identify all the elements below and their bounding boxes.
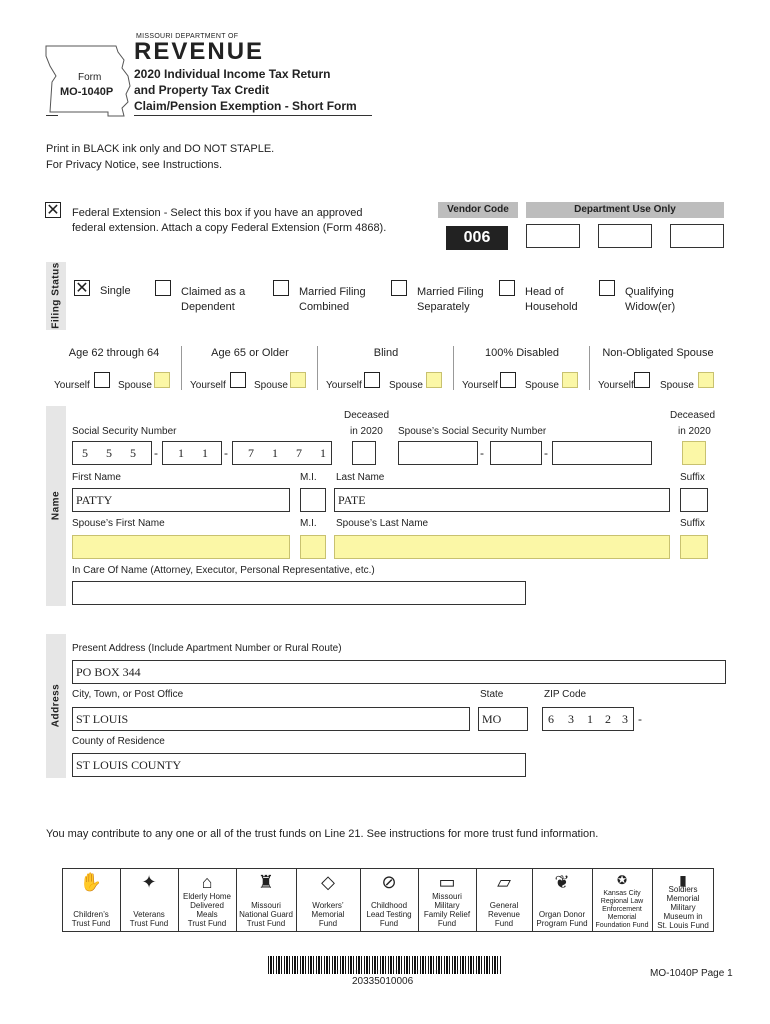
- missouri-icon: ▱: [497, 872, 511, 892]
- disabled-header: 100% Disabled: [485, 347, 559, 359]
- deceased-checkbox[interactable]: [352, 441, 376, 465]
- spouse-ssn-group-2[interactable]: [490, 441, 542, 465]
- city-value: ST LOUIS: [76, 712, 129, 726]
- fund-soldiers-l2: Memorial Military: [666, 894, 700, 912]
- head-household-label-1: Head of: [525, 286, 564, 298]
- spouse-first-field[interactable]: [72, 535, 290, 559]
- lead-icon: ⊘: [381, 872, 397, 892]
- dependent-label: [181, 285, 245, 315]
- dept-use-box-3: [670, 224, 724, 248]
- form-label: Form: [78, 72, 102, 83]
- zip-digit-1: 6: [548, 712, 554, 726]
- married-separately-checkbox[interactable]: [391, 280, 407, 296]
- ssn-label: Social Security Number: [72, 426, 177, 437]
- ssn-digit-5: 1: [202, 446, 208, 460]
- fund-guard: [236, 868, 297, 932]
- non-obligated-header: Non-Obligated Spouse: [602, 347, 714, 359]
- trust-intro: You may contribute to any one or all of the trust funds on Line 21. See instructions for more trust fund information.: [46, 828, 599, 840]
- single-checkbox[interactable]: [74, 280, 90, 296]
- fund-soldiers: [652, 868, 714, 932]
- form-title: [134, 66, 357, 114]
- title-line-3: Claim/Pension Exemption - Short Form: [134, 99, 357, 113]
- age62-yourself-label: Yourself: [54, 380, 90, 391]
- last-name-label: Last Name: [336, 472, 385, 483]
- fund-lead-l2: Lead Testing: [366, 910, 412, 919]
- address-side: Address: [46, 634, 66, 778]
- spouse-last-label: Spouse’s Last Name: [336, 518, 429, 529]
- fund-childrens-l1: Children’s: [73, 910, 109, 919]
- age62-spouse-label: Spouse: [118, 380, 152, 391]
- title-line-1: 2020 Individual Income Tax Return: [134, 67, 331, 81]
- state-label: State: [480, 689, 504, 700]
- dept-use-box-2: [598, 224, 652, 248]
- suffix-label: Suffix: [680, 472, 705, 483]
- age65-yourself-checkbox[interactable]: [230, 372, 246, 388]
- eagle-icon: ✦: [141, 872, 157, 892]
- ssn-digit-1: 5: [82, 446, 88, 460]
- name-side: Name: [46, 406, 66, 606]
- fund-workers-l2: Memorial: [311, 910, 345, 919]
- dependent-label-2: Dependent: [181, 301, 235, 313]
- check-x-icon: ✕: [75, 278, 89, 297]
- spouse-ssn-dash-1: -: [480, 446, 484, 460]
- fund-general: [476, 868, 533, 932]
- dependent-checkbox[interactable]: [155, 280, 171, 296]
- dogtag-icon: ▭: [438, 872, 456, 892]
- age65-spouse-label: Spouse: [254, 380, 288, 391]
- suffix-field[interactable]: [680, 488, 708, 512]
- spouse-ssn-group-3[interactable]: [552, 441, 652, 465]
- fund-guard-l1: Missouri: [251, 901, 281, 910]
- fund-organ: [532, 868, 593, 932]
- disabled-yourself-label: Yourself: [462, 380, 498, 391]
- fund-guard-l3: Trust Fund: [246, 919, 286, 928]
- fund-soldiers-l1: Soldiers: [668, 885, 698, 894]
- ssn-dash-1: -: [154, 446, 158, 460]
- age65-header: Age 65 or Older: [211, 347, 289, 359]
- ssn-digit-2: 5: [106, 446, 112, 460]
- fund-elderly-l1: Elderly Home: [182, 892, 231, 901]
- deceased-year: in 2020: [350, 426, 383, 437]
- nonob-spouse-checkbox[interactable]: [698, 372, 714, 388]
- present-address-label: Present Address (Include Apartment Number or Rural Route): [72, 643, 342, 654]
- nonob-yourself-label: Yourself: [598, 380, 634, 391]
- ssn-digit-3: 5: [130, 446, 136, 460]
- mi-field[interactable]: [300, 488, 326, 512]
- married-separately-label: [417, 285, 484, 315]
- care-of-field[interactable]: [72, 581, 526, 605]
- vendor-code-label: Vendor Code: [438, 202, 518, 218]
- fund-military-family-l3: Fund: [437, 919, 457, 928]
- married-combined-label-1: Married Filing: [299, 286, 366, 298]
- fund-organ-l2: Program Fund: [536, 919, 588, 928]
- fund-kc-law-l4: Foundation Fund: [595, 922, 649, 929]
- ssn-group-2[interactable]: [162, 441, 222, 465]
- disabled-yourself-checkbox[interactable]: [500, 372, 516, 388]
- spouse-deceased-year: in 2020: [678, 426, 711, 437]
- state-value: MO: [482, 712, 502, 726]
- instruction-2: For Privacy Notice, see Instructions.: [46, 159, 223, 171]
- county-value: ST LOUIS COUNTY: [76, 758, 182, 772]
- title-underline: [134, 115, 372, 116]
- revenue-logo: REVENUE: [134, 38, 265, 65]
- spouse-ssn-label: Spouse’s Social Security Number: [398, 426, 547, 437]
- age62-spouse-checkbox[interactable]: [154, 372, 170, 388]
- fund-military-family-l2: Family Relief: [423, 910, 471, 919]
- spouse-ssn-dash-2: -: [544, 446, 548, 460]
- zip-label: ZIP Code: [544, 689, 587, 700]
- widow-checkbox[interactable]: [599, 280, 615, 296]
- married-combined-checkbox[interactable]: [273, 280, 289, 296]
- fund-veterans: [120, 868, 179, 932]
- fund-veterans-l2: Trust Fund: [129, 919, 169, 928]
- single-label: Single: [100, 285, 131, 297]
- badge-icon: ✪: [616, 873, 628, 887]
- fund-kc-law-l3: Memorial: [607, 914, 637, 921]
- first-name-value: PATTY: [76, 493, 113, 507]
- ssn-digit-7: 1: [272, 446, 278, 460]
- fund-general-l3: Fund: [494, 919, 514, 928]
- hands-icon: ✋: [79, 872, 103, 892]
- fund-guard-l2: National Guard: [239, 910, 293, 919]
- cat-divider-3: [453, 346, 454, 390]
- married-separately-label-2: Separately: [417, 301, 470, 313]
- workers-icon: ◇: [321, 872, 335, 892]
- spouse-suffix-field[interactable]: [680, 535, 708, 559]
- ssn-dash-2: -: [224, 446, 228, 460]
- fund-lead-l3: Fund: [379, 919, 399, 928]
- fund-organ-l1: Organ Donor: [538, 910, 586, 919]
- head-household-label: [525, 285, 578, 315]
- barcode-number: 20335010006: [352, 976, 414, 987]
- county-label: County of Residence: [72, 736, 165, 747]
- cat-divider-4: [589, 346, 590, 390]
- meal-icon: ⌂: [201, 872, 213, 892]
- nonob-yourself-checkbox[interactable]: [634, 372, 650, 388]
- fund-lead-l1: Childhood: [370, 901, 408, 910]
- married-combined-label: [299, 285, 366, 315]
- federal-extension-checkbox[interactable]: [45, 202, 61, 218]
- mi-label: M.I.: [300, 472, 317, 483]
- last-name-field[interactable]: [334, 488, 670, 512]
- widow-label-1: Qualifying: [625, 286, 674, 298]
- fund-military-family: [418, 868, 477, 932]
- ssn-digit-8: 7: [296, 446, 302, 460]
- vendor-code-value: 006: [446, 226, 508, 250]
- donate-life-icon: ❦: [554, 872, 570, 892]
- spouse-deceased-label: Deceased: [670, 410, 716, 421]
- head-household-label-2: Household: [525, 301, 578, 313]
- spouse-suffix-label: Suffix: [680, 518, 705, 529]
- city-label: City, Town, or Post Office: [72, 689, 184, 700]
- zip-digit-4: 2: [605, 712, 611, 726]
- fund-elderly-l2: Delivered Meals: [190, 901, 224, 919]
- fund-general-l1: General: [489, 901, 519, 910]
- fund-elderly: [178, 868, 237, 932]
- fund-kc-law: [592, 868, 653, 932]
- spouse-deceased-checkbox[interactable]: [682, 441, 706, 465]
- spouse-mi-label: M.I.: [300, 518, 317, 529]
- fund-elderly-l3: Trust Fund: [187, 919, 227, 928]
- fund-soldiers-l3: Museum in: [663, 912, 703, 921]
- fund-kc-law-l1: Kansas City Regional Law: [600, 890, 644, 905]
- barcode: [268, 956, 502, 974]
- fund-military-family-l1: Missouri Military: [432, 892, 462, 910]
- zip-digit-2: 3: [568, 712, 574, 726]
- soldier-icon: ▮: [679, 872, 687, 888]
- zip-digit-5: 3: [622, 712, 628, 726]
- spouse-last-field[interactable]: [334, 535, 670, 559]
- blind-spouse-checkbox[interactable]: [426, 372, 442, 388]
- fund-general-l2: Revenue: [487, 910, 521, 919]
- head-household-checkbox[interactable]: [499, 280, 515, 296]
- blind-spouse-label: Spouse: [389, 380, 423, 391]
- widow-label: [625, 285, 675, 315]
- filing-status-side: Filing Status: [46, 262, 66, 330]
- married-combined-label-2: Combined: [299, 301, 350, 313]
- fund-workers-l1: Workers’: [312, 901, 344, 910]
- widow-label-2: Widow(er): [625, 301, 676, 313]
- minuteman-icon: ♜: [257, 872, 275, 892]
- age65-yourself-label: Yourself: [190, 380, 226, 391]
- nonob-spouse-label: Spouse: [660, 380, 694, 391]
- cat-divider-2: [317, 346, 318, 390]
- form-number: MO-1040P: [60, 86, 114, 98]
- ssn-digit-6: 7: [248, 446, 254, 460]
- age62-yourself-checkbox[interactable]: [94, 372, 110, 388]
- fund-workers: [296, 868, 361, 932]
- age65-spouse-checkbox[interactable]: [290, 372, 306, 388]
- disabled-spouse-checkbox[interactable]: [562, 372, 578, 388]
- fund-childrens-l2: Trust Fund: [71, 919, 111, 928]
- city-field[interactable]: [72, 707, 470, 731]
- zip-digit-3: 1: [587, 712, 593, 726]
- fund-lead: [360, 868, 419, 932]
- dept-use-label: Department Use Only: [526, 202, 724, 218]
- dept-use-box-1: [526, 224, 580, 248]
- fund-kc-law-l2: Enforcement: [602, 906, 642, 913]
- extension-text: [72, 206, 386, 236]
- fund-veterans-l1: Veterans: [133, 910, 165, 919]
- spouse-mi-field[interactable]: [300, 535, 326, 559]
- fund-soldiers-l4: St. Louis Fund: [657, 921, 709, 930]
- extension-line-2: federal extension. Attach a copy Federal Extension (Form 4868).: [72, 222, 387, 234]
- dept-line: MISSOURI DEPARTMENT OF: [136, 33, 239, 40]
- ssn-digit-4: 1: [178, 446, 184, 460]
- blind-header: Blind: [373, 347, 399, 359]
- ssn-group-3[interactable]: [232, 441, 332, 465]
- deceased-label: Deceased: [344, 410, 390, 421]
- page-number: MO-1040P Page 1: [650, 968, 733, 979]
- present-address-field[interactable]: [72, 660, 726, 684]
- title-line-2: and Property Tax Credit: [134, 83, 270, 97]
- last-name-value: PATE: [338, 493, 366, 507]
- married-separately-label-1: Married Filing: [417, 286, 484, 298]
- extension-line-1: Federal Extension - Select this box if you have an approved: [72, 207, 363, 219]
- care-of-label: In Care Of Name (Attorney, Executor, Personal Representative, etc.): [72, 565, 375, 576]
- header-dash: [46, 115, 58, 116]
- instruction-1: Print in BLACK ink only and DO NOT STAPLE.: [46, 143, 275, 155]
- blind-yourself-checkbox[interactable]: [364, 372, 380, 388]
- dependent-label-1: Claimed as a: [181, 286, 246, 298]
- age62-header: Age 62 through 64: [68, 347, 160, 359]
- fund-workers-l3: Fund: [318, 919, 338, 928]
- present-address-value: PO BOX 344: [76, 665, 141, 679]
- spouse-ssn-group-1[interactable]: [398, 441, 478, 465]
- spouse-first-label: Spouse’s First Name: [72, 518, 165, 529]
- ssn-digit-9: 1: [320, 446, 326, 460]
- cat-divider-1: [181, 346, 182, 390]
- zip-dash: -: [638, 712, 642, 726]
- blind-yourself-label: Yourself: [326, 380, 362, 391]
- disabled-spouse-label: Spouse: [525, 380, 559, 391]
- first-name-label: First Name: [72, 472, 121, 483]
- fund-childrens: [62, 868, 121, 932]
- check-x-icon: ✕: [46, 200, 60, 219]
